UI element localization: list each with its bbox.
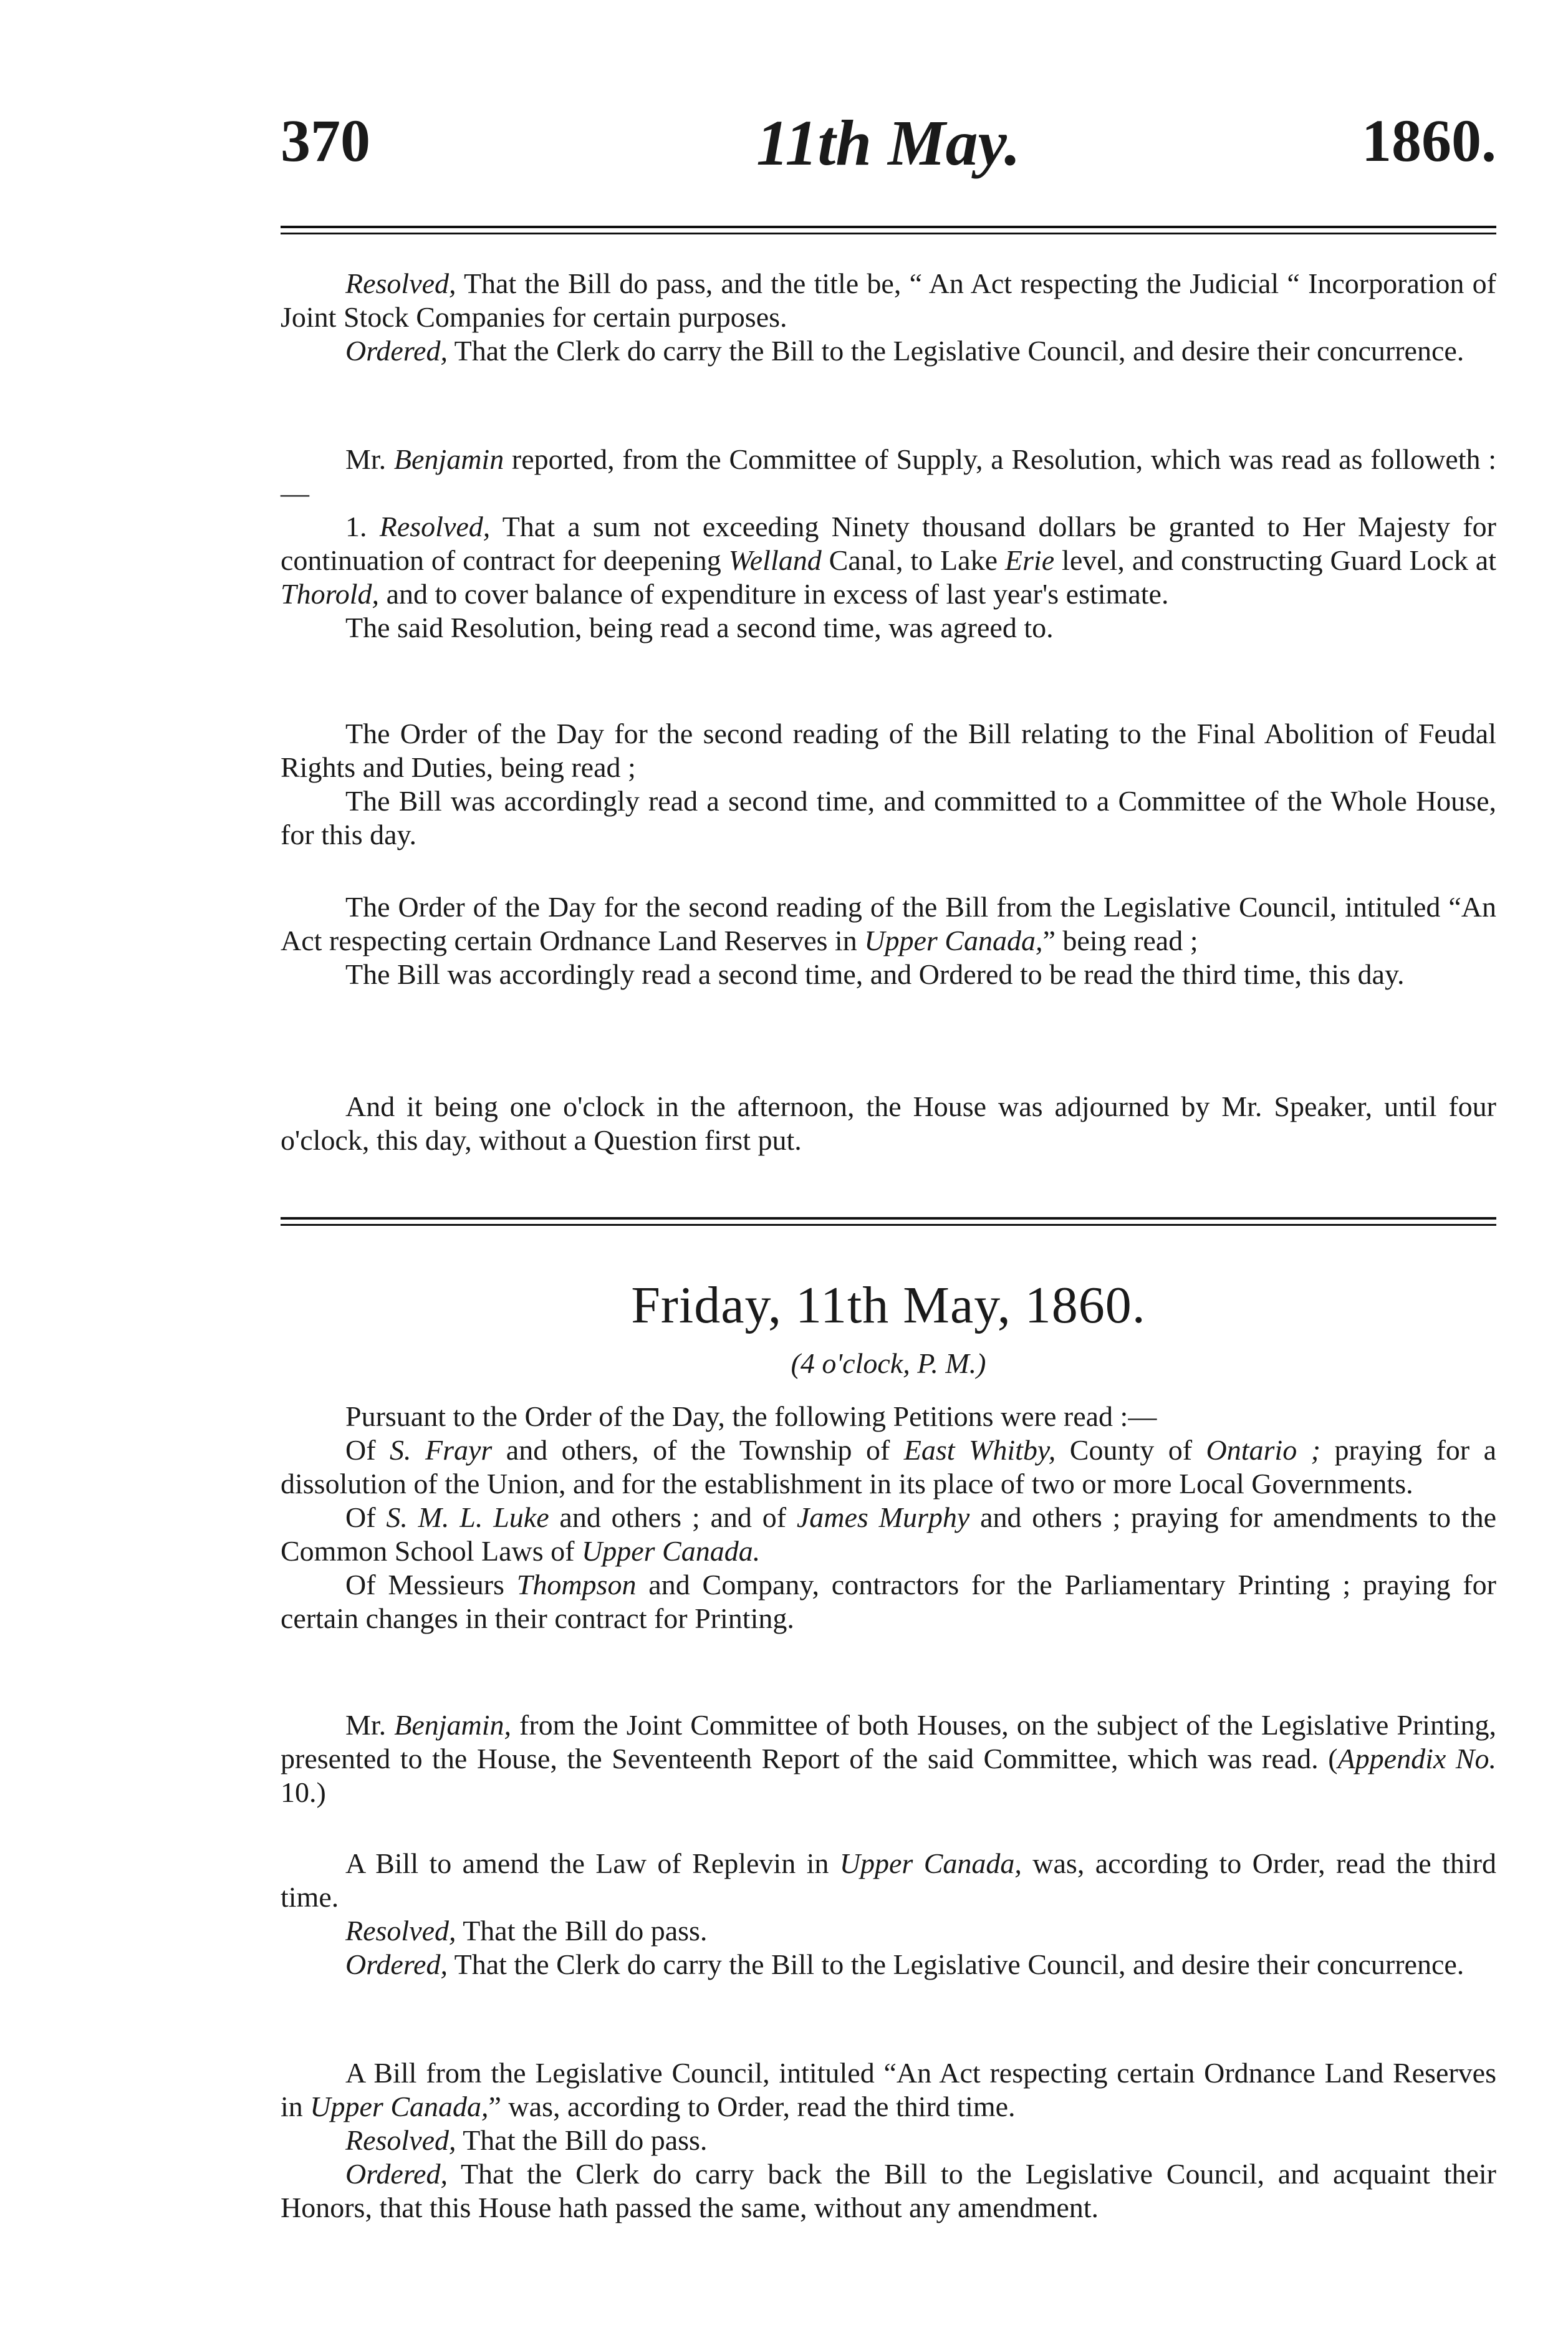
order-of-day-line: The Order of the Day for the second reading of the Bill from the Legislative Council, intituled “An Act respecting certain Ordnance Land Reserves in Upper Canada,” being read ; [281, 891, 1496, 956]
section-subtitle: (4 o'clock, P. M.) [791, 1347, 986, 1379]
petition-item: Of Messieurs Thompson and Company, contractors for the Parliamentary Printing ; praying for certain changes in their contract for Printing. [281, 1569, 1496, 1634]
petitions-intro: Pursuant to the Order of the Day, the following Petitions were read :— [345, 1400, 1157, 1432]
read-second-time-line: The Bill was accordingly read a second time, and Ordered to be read the third time, this day. [345, 958, 1405, 990]
header-double-rule [281, 226, 1496, 239]
resolution-line: Resolved, That the Bill do pass. [345, 1915, 708, 1947]
report-line: Mr. Benjamin, from the Joint Committee of both Houses, on the subject of the Legislative Printing, presented to the House, the Seventeenth Report of the said Committee, which was read. (Appendix No. 10.) [281, 1709, 1497, 1808]
report-line: Mr. Benjamin reported, from the Committee of Supply, a Resolution, which was read as followeth :— [281, 443, 1496, 509]
passage-adjournment [281, 1090, 1496, 1157]
section-title: Friday, 11th May, 1860. [631, 1276, 1146, 1334]
passage-replevin-bill [281, 1847, 1496, 1981]
adjournment-line: And it being one o'clock in the afternoon, the House was adjourned by Mr. Speaker, until four o'clock, this day, without a Question first put. [281, 1090, 1496, 1156]
committed-line: The Bill was accordingly read a second time, and committed to a Committee of the Whole House, for this day. [281, 785, 1496, 850]
section-double-rule [281, 1217, 1496, 1230]
agreed-line: The said Resolution, being read a second time, was agreed to. [345, 612, 1054, 643]
resolution-line: Resolved, That the Bill do pass, and the title be, “ An Act respecting the Judicial “ Incorporation of Joint Stock Companies for certain purposes. [281, 267, 1496, 333]
passage-ordnance-second-reading [281, 890, 1496, 991]
third-reading-line: A Bill to amend the Law of Replevin in Upper Canada, was, according to Order, read the third time. [281, 1847, 1496, 1913]
passage-petitions [281, 1400, 1496, 1635]
passage-resolved-joint-stock [281, 267, 1496, 368]
passage-committee-of-supply [281, 443, 1496, 645]
passage-feudal-rights [281, 717, 1496, 852]
passage-ordnance-third-reading [281, 2056, 1496, 2225]
running-date: 11th May. [756, 107, 1021, 179]
order-line: Ordered, That the Clerk do carry back the Bill to the Legislative Council, and acquaint their Honors, that this House hath passed the same, without any amendment. [281, 2158, 1496, 2223]
petition-item: Of S. M. L. Luke and others ; and of James Murphy and others ; praying for amendments to the Common School Laws of Upper Canada. [281, 1501, 1496, 1567]
passage-printing-report [281, 1708, 1496, 1809]
order-of-day-line: The Order of the Day for the second reading of the Bill relating to the Final Abolition of Feudal Rights and Duties, being read ; [281, 718, 1496, 783]
order-line: Ordered, That the Clerk do carry the Bill to the Legislative Council, and desire their concurrence. [345, 1948, 1465, 1980]
third-reading-line: A Bill from the Legislative Council, intituled “An Act respecting certain Ordnance Land Reserves in Upper Canada,” was, according to Order, read the third time. [281, 2057, 1496, 2122]
page-header [281, 106, 1496, 206]
resolution-line: Resolved, That the Bill do pass. [345, 2124, 708, 2156]
resolution-item: 1. Resolved, That a sum not exceeding Ninety thousand dollars be granted to Her Majesty for continuation of contract for deepening Welland Canal, to Lake Erie level, and constructing Guard Lock at Thorold, and to cover balance of expenditure in excess of last year's estimate. [281, 511, 1496, 610]
page-number: 370 [281, 107, 370, 174]
order-line: Ordered, That the Clerk do carry the Bill to the Legislative Council, and desire their concurrence. [345, 335, 1465, 367]
petition-item: Of S. Frayr and others, of the Township of East Whitby, County of Ontario ; praying for a dissolution of the Union, and for the establishment in its place of two or more Local Governments. [281, 1434, 1496, 1500]
running-year: 1860. [1362, 107, 1496, 174]
